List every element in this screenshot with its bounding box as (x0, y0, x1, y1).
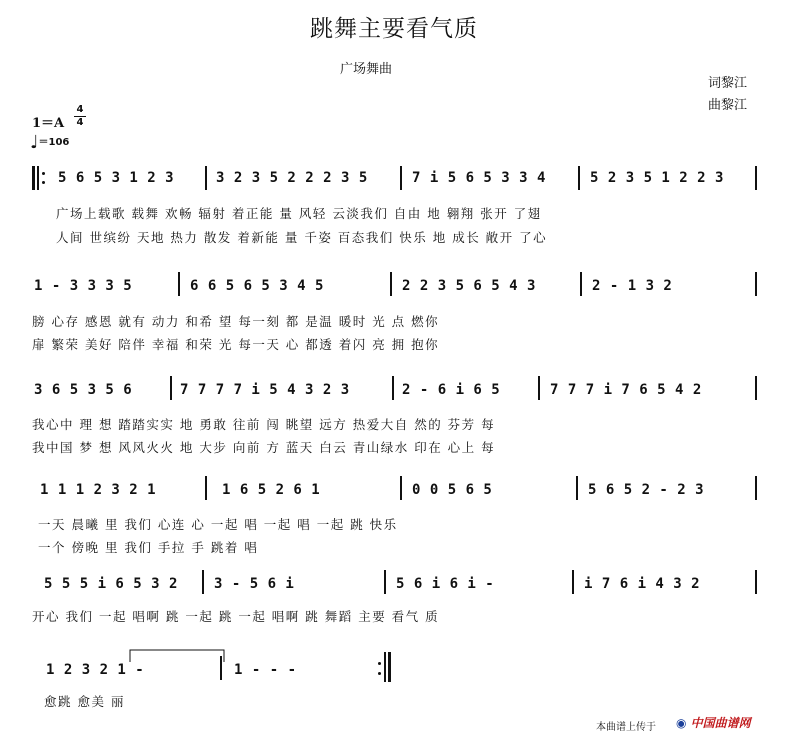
time-signature (74, 104, 86, 129)
repeat-end-barline (388, 652, 391, 682)
barline (202, 570, 204, 594)
barline (384, 570, 386, 594)
site-logo-text: 中国曲谱网 (690, 716, 751, 730)
lyric-line: 愈跳 愈美 丽 (44, 694, 125, 709)
lyric-line: 开心 我们 一起 唱啊 跳 一起 跳 一起 唱啊 跳 舞蹈 主要 看气 质 (32, 609, 440, 624)
time-signature-bottom: 4 (76, 117, 84, 128)
quarter-note-icon: ♩ (30, 132, 39, 153)
measure: 1 6 5 2 6 1 (222, 482, 321, 498)
measure: 7 7 7 i 7 6 5 4 2 (550, 382, 702, 398)
measure: 0 0 5 6 5 (412, 482, 493, 498)
barline (205, 476, 207, 500)
measure: 2 - 1 3 2 (592, 278, 673, 294)
lyric-line: 我中国 梦 想 风风火火 地 大步 向前 方 蓝天 白云 青山绿水 印在 心上 每 (32, 440, 496, 455)
lyricist-credit: 词黎江 (708, 76, 748, 91)
measure: 5 2 3 5 1 2 2 3 (590, 170, 724, 186)
measure: 3 2 3 5 2 2 2 3 5 (216, 170, 368, 186)
barline (572, 570, 574, 594)
barline (755, 570, 757, 594)
measure: 2 - 6 i 6 5 (402, 382, 501, 398)
measure: 1 - - - (234, 662, 297, 678)
site-logo[interactable] (676, 714, 751, 731)
measure: 3 6 5 3 5 6 (34, 382, 133, 398)
barline (576, 476, 578, 500)
lyric-line: 扉 繁荣 美好 陪伴 幸福 和荣 光 每一天 心 都透 着闪 亮 拥 抱你 (32, 337, 440, 352)
key-signature: 1＝A (32, 116, 65, 131)
barline (755, 376, 757, 400)
lyric-line: 膀 心存 感恩 就有 动力 和希 望 每一刻 都 是温 暖时 光 点 燃你 (32, 314, 440, 329)
measure: 1 2 3 2 1 - (46, 662, 145, 678)
measure: 3 - 5 6 i (214, 576, 295, 592)
repeat-dot (42, 181, 45, 184)
barline (400, 166, 402, 190)
measure: 5 6 5 2 - 2 3 (588, 482, 705, 498)
barline (755, 166, 757, 190)
lyric-line: 人间 世缤纷 天地 热力 散发 着新能 量 千姿 百态我们 快乐 地 成长 敞开 了心 (56, 230, 548, 245)
barline (170, 376, 172, 400)
composer-credit: 曲黎江 (708, 98, 748, 113)
measure: 1 1 1 2 3 2 1 (40, 482, 157, 498)
barline (390, 272, 392, 296)
barline (205, 166, 207, 190)
lyric-line: 一天 晨曦 里 我们 心连 心 一起 唱 一起 唱 一起 跳 快乐 (38, 517, 398, 532)
barline (538, 376, 540, 400)
lyric-line: 一个 傍晚 里 我们 手拉 手 跳着 唱 (38, 540, 259, 555)
lyric-line: 广场上载歌 载舞 欢畅 辐射 着正能 量 风轻 云淡我们 自由 地 翱翔 张开 了翅 (56, 206, 542, 221)
tempo-marking (30, 132, 69, 153)
site-logo-icon: ◉ (676, 716, 687, 730)
measure: 5 6 5 3 1 2 3 (58, 170, 175, 186)
volta-bracket (128, 648, 228, 664)
barline (384, 652, 386, 682)
barline (220, 656, 222, 680)
measure: 7 i 5 6 5 3 3 4 (412, 170, 546, 186)
barline (755, 272, 757, 296)
barline (392, 376, 394, 400)
measure: 5 5 5 i 6 5 3 2 (44, 576, 178, 592)
barline (37, 166, 39, 190)
barline (755, 476, 757, 500)
measure: 6 6 5 6 5 3 4 5 (190, 278, 324, 294)
measure: i 7 6 i 4 3 2 (584, 576, 701, 592)
measure: 5 6 i 6 i - (396, 576, 495, 592)
barline (178, 272, 180, 296)
repeat-dot (42, 172, 45, 175)
barline (578, 166, 580, 190)
time-signature-top: 4 (76, 104, 84, 115)
subtitle: 广场舞曲 (340, 62, 393, 77)
repeat-start-barline (32, 166, 35, 190)
repeat-dot (378, 662, 381, 665)
page-title: 跳舞主要看气质 (310, 16, 478, 42)
measure: 2 2 3 5 6 5 4 3 (402, 278, 536, 294)
lyric-line: 我心中 理 想 踏踏实实 地 勇敢 往前 闯 眺望 远方 热爱大自 然的 芬芳 每 (32, 417, 496, 432)
tempo-value: ＝106 (38, 137, 70, 148)
measure: 1 - 3 3 3 5 (34, 278, 133, 294)
barline (580, 272, 582, 296)
upload-credit: 本曲谱上传于 (596, 722, 656, 733)
barline (400, 476, 402, 500)
measure: 7 7 7 7 i 5 4 3 2 3 (180, 382, 350, 398)
repeat-dot (378, 672, 381, 675)
